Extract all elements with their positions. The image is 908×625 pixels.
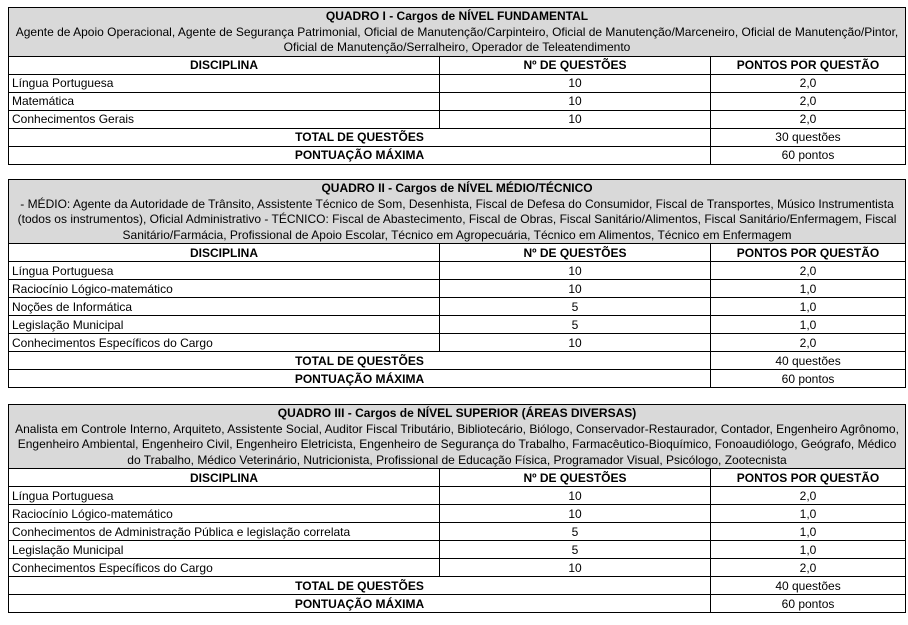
quadro-title: QUADRO I - Cargos de NÍVEL FUNDAMENTAL [325, 9, 589, 23]
cell-pontos: 2,0 [711, 487, 906, 505]
header-disciplina: DISCIPLINA [9, 244, 440, 262]
cell-pontos: 2,0 [711, 559, 906, 577]
cell-disciplina: Raciocínio Lógico-matemático [9, 280, 440, 298]
total-label: TOTAL DE QUESTÕES [9, 352, 711, 370]
quadro-ii-table [8, 179, 906, 388]
header-questoes: Nº DE QUESTÕES [440, 244, 711, 262]
max-value: 60 pontos [711, 595, 906, 613]
max-label: PONTUAÇÃO MÁXIMA [9, 595, 711, 613]
cell-questoes: 10 [440, 262, 711, 280]
cell-questoes: 5 [440, 541, 711, 559]
quadro-description: - MÉDIO: Agente da Autoridade de Trânsito, Assistente Técnico de Som, Desenhista, Fiscal de Defesa do Consumidor, Fiscal de Transportes, Músico Instrumentista (todos os instrumentos), Oficial Administrativo - TÉCNICO: Fiscal de Abastecimento, Fiscal de Obras, Fiscal Sanitário/Alimentos, Fiscal Sanitário/Enfermagem, Fiscal Sanitário/Farmácia, Profissional de Apoio Escolar, Técnico em Agropecuária, Técnico em Alimentos, Técnico em Enfermagem [17, 196, 897, 242]
cell-questoes: 10 [440, 110, 711, 128]
table-row [9, 523, 906, 541]
quadro-iii-table [8, 404, 906, 613]
cell-disciplina: Língua Portuguesa [9, 74, 440, 92]
max-value: 60 pontos [711, 370, 906, 388]
cell-pontos: 2,0 [711, 334, 906, 352]
total-value: 40 questões [711, 577, 906, 595]
table-row [9, 505, 906, 523]
column-header-row [9, 244, 906, 262]
table-row [9, 559, 906, 577]
cell-disciplina: Noções de Informática [9, 298, 440, 316]
max-row [9, 370, 906, 388]
cell-pontos: 2,0 [711, 92, 906, 110]
column-header-row [9, 56, 906, 74]
header-disciplina: DISCIPLINA [9, 469, 440, 487]
cell-questoes: 10 [440, 334, 711, 352]
cell-disciplina: Legislação Municipal [9, 316, 440, 334]
quadro-header [9, 180, 906, 244]
table-row [9, 74, 906, 92]
cell-disciplina: Conhecimentos de Administração Pública e legislação correlata [9, 523, 440, 541]
column-header-row [9, 469, 906, 487]
cell-disciplina: Língua Portuguesa [9, 262, 440, 280]
quadro-title: QUADRO II - Cargos de NÍVEL MÉDIO/TÉCNICO [321, 181, 593, 195]
max-row [9, 595, 906, 613]
total-value: 30 questões [711, 128, 906, 146]
quadro-header [9, 405, 906, 469]
table-row [9, 92, 906, 110]
table-row [9, 280, 906, 298]
quadro-description: Analista em Controle Interno, Arquiteto, Assistente Social, Auditor Fiscal Tributário, Bibliotecário, Biólogo, Conservador-Restaurador, Contador, Engenheiro Agrônomo, Engenheiro Ambiental, Engenheiro Civil, Engenheiro Eletricista, Engenheiro de Segurança do Trabalho, Farmacêutico-Bioquímico, Fonoaudiólogo, Geógrafo, Médico do Trabalho, Médico Veterinário, Nutricionista, Profissional de Educação Física, Programador Visual, Psicólogo, Zootecnista [15, 421, 899, 467]
cell-questoes: 10 [440, 92, 711, 110]
table-row [9, 316, 906, 334]
cell-disciplina: Matemática [9, 92, 440, 110]
cell-questoes: 5 [440, 523, 711, 541]
cell-questoes: 5 [440, 298, 711, 316]
quadro-description: Agente de Apoio Operacional, Agente de Segurança Patrimonial, Oficial de Manutenção/Carpinteiro, Oficial de Manutenção/Marceneiro, Oficial de Manutenção/Pintor, Oficial de Manutenção/Serralheiro, Operador de Teleatendimento [15, 24, 899, 54]
cell-disciplina: Conhecimentos Específicos do Cargo [9, 559, 440, 577]
quadro-header-row [9, 180, 906, 244]
cell-disciplina: Raciocínio Lógico-matemático [9, 505, 440, 523]
cell-disciplina: Legislação Municipal [9, 541, 440, 559]
total-value: 40 questões [711, 352, 906, 370]
cell-pontos: 1,0 [711, 280, 906, 298]
header-pontos: PONTOS POR QUESTÃO [711, 244, 906, 262]
cell-questoes: 10 [440, 487, 711, 505]
total-label: TOTAL DE QUESTÕES [9, 128, 711, 146]
quadro-header [9, 8, 906, 57]
cell-pontos: 2,0 [711, 74, 906, 92]
max-label: PONTUAÇÃO MÁXIMA [9, 370, 711, 388]
cell-questoes: 10 [440, 74, 711, 92]
quadro-i-table [8, 7, 906, 165]
header-pontos: PONTOS POR QUESTÃO [711, 56, 906, 74]
cell-pontos: 1,0 [711, 298, 906, 316]
table-row [9, 487, 906, 505]
max-value: 60 pontos [711, 146, 906, 164]
table-row [9, 262, 906, 280]
header-questoes: Nº DE QUESTÕES [440, 56, 711, 74]
quadro-title: QUADRO III - Cargos de NÍVEL SUPERIOR (ÁREAS DIVERSAS) [277, 406, 637, 420]
cell-disciplina: Conhecimentos Gerais [9, 110, 440, 128]
cell-questoes: 10 [440, 505, 711, 523]
cell-disciplina: Conhecimentos Específicos do Cargo [9, 334, 440, 352]
cell-questoes: 10 [440, 559, 711, 577]
total-row [9, 577, 906, 595]
max-row [9, 146, 906, 164]
table-row [9, 334, 906, 352]
quadro-header-row [9, 405, 906, 469]
header-questoes: Nº DE QUESTÕES [440, 469, 711, 487]
total-row [9, 352, 906, 370]
cell-questoes: 5 [440, 316, 711, 334]
cell-pontos: 1,0 [711, 316, 906, 334]
cell-pontos: 2,0 [711, 262, 906, 280]
total-label: TOTAL DE QUESTÕES [9, 577, 711, 595]
table-row [9, 298, 906, 316]
cell-pontos: 1,0 [711, 505, 906, 523]
table-row [9, 110, 906, 128]
cell-pontos: 2,0 [711, 110, 906, 128]
cell-questoes: 10 [440, 280, 711, 298]
total-row [9, 128, 906, 146]
header-disciplina: DISCIPLINA [9, 56, 440, 74]
cell-pontos: 1,0 [711, 541, 906, 559]
quadro-header-row [9, 8, 906, 57]
cell-pontos: 1,0 [711, 523, 906, 541]
cell-disciplina: Língua Portuguesa [9, 487, 440, 505]
max-label: PONTUAÇÃO MÁXIMA [9, 146, 711, 164]
table-row [9, 541, 906, 559]
header-pontos: PONTOS POR QUESTÃO [711, 469, 906, 487]
